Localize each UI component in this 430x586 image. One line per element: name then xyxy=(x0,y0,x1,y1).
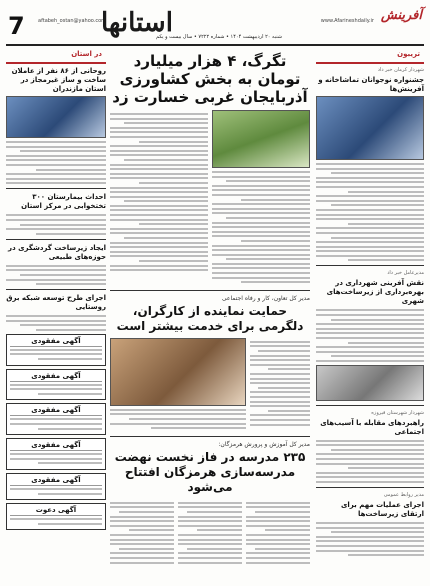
story-headline: راهبردهای مقابله با آسیب‌های اجتماعی xyxy=(320,418,424,436)
classified-ad: آگهی مفقودی xyxy=(6,438,106,470)
brand-mark: آفرینش xyxy=(380,8,422,23)
article-body xyxy=(316,163,424,261)
classified-ad: آگهی مفقودی xyxy=(6,369,106,401)
story-kicker: شهردار کرمان خبر داد xyxy=(377,67,424,73)
story-kicker: مدیر کل آموزش و پرورش هرمزگان: xyxy=(218,440,310,448)
story-headline: ایجاد زیرساخت گردشگری در حوزه‌های طبیعی xyxy=(8,243,106,261)
classified-ad: آگهی مفقودی xyxy=(6,334,106,366)
story-kicker: مدیر کل تعاون، کار و رفاه اجتماعی xyxy=(221,294,310,302)
left-column xyxy=(6,50,106,533)
page-number: 7 xyxy=(8,12,25,40)
story-headline: اجرای طرح توسعه شبکه برق روستایی xyxy=(6,294,106,312)
section-header: در استان xyxy=(6,50,106,64)
article-body xyxy=(316,522,424,556)
article-body xyxy=(316,440,424,483)
story-headline: جشنواره نوجوانان تماشاخانه و آفرینش‌ها xyxy=(318,76,424,93)
lead-body xyxy=(110,110,310,286)
newspaper-logo: استانها xyxy=(101,8,173,38)
classified-ad: آگهی مفقودی xyxy=(6,403,106,435)
story-headline: حمایت نماینده از کارگران، دلگرمی برای خدمت بیشتر است xyxy=(116,303,304,333)
site-left: aftabeh_ostan@yahoo.com xyxy=(38,18,107,24)
classified-ad: آگهی مفقودی xyxy=(6,473,106,500)
lead-photo xyxy=(212,110,310,168)
article-body xyxy=(6,315,106,331)
dateline: شنبه ۲۰ اردیبهشت ۱۴۰۴ • شماره ۷۲۲۲ • سال بیست و یکم xyxy=(156,34,282,40)
classified-ad: آگهی دعوت xyxy=(6,503,106,530)
story-photo xyxy=(110,338,246,406)
article-body xyxy=(316,309,424,362)
story-headline: نقش آفرینی شهرداری در بهره‌برداری از زیرساخت‌های شهری xyxy=(326,279,424,306)
story-photo xyxy=(6,96,106,138)
story-kicker: مدیرعامل خبر داد xyxy=(387,270,424,277)
story-kicker: مدیر روابط عمومی xyxy=(383,491,424,498)
right-column xyxy=(316,50,424,559)
site-right: www.Afarineshdaily.ir xyxy=(320,18,374,24)
story-headline: اجرای عملیات مهم برای ارتقای زیرساخت‌ها xyxy=(340,500,424,518)
story-headline: روحانی از ۸۶ نفر از عاملان ساخت و ساز غیرمجاز در استان مازندران xyxy=(11,67,106,93)
section-header: تریبون xyxy=(316,50,424,64)
story-headline: احداث بیمارستان ۳۰۰ تختخوابی در مرکز استان xyxy=(21,193,106,211)
story-photo xyxy=(316,96,424,160)
article-body xyxy=(6,214,106,234)
lead-headline: تگرگ، ۴ هزار میلیارد تومان به بخش کشاورزی آذربایجان غربی خسارت زد xyxy=(112,52,308,106)
center-column xyxy=(110,50,310,566)
masthead xyxy=(6,4,424,46)
article-body xyxy=(6,265,106,285)
story-headline: ۲۳۵ مدرسه در فاز نخست نهضت مدرسه‌سازی هرمزگان افتتاح می‌شود xyxy=(114,449,306,494)
article-body xyxy=(6,141,106,184)
story-kicker: شهردار شهرستان فیروزه xyxy=(371,409,424,416)
story-photo xyxy=(316,365,424,401)
